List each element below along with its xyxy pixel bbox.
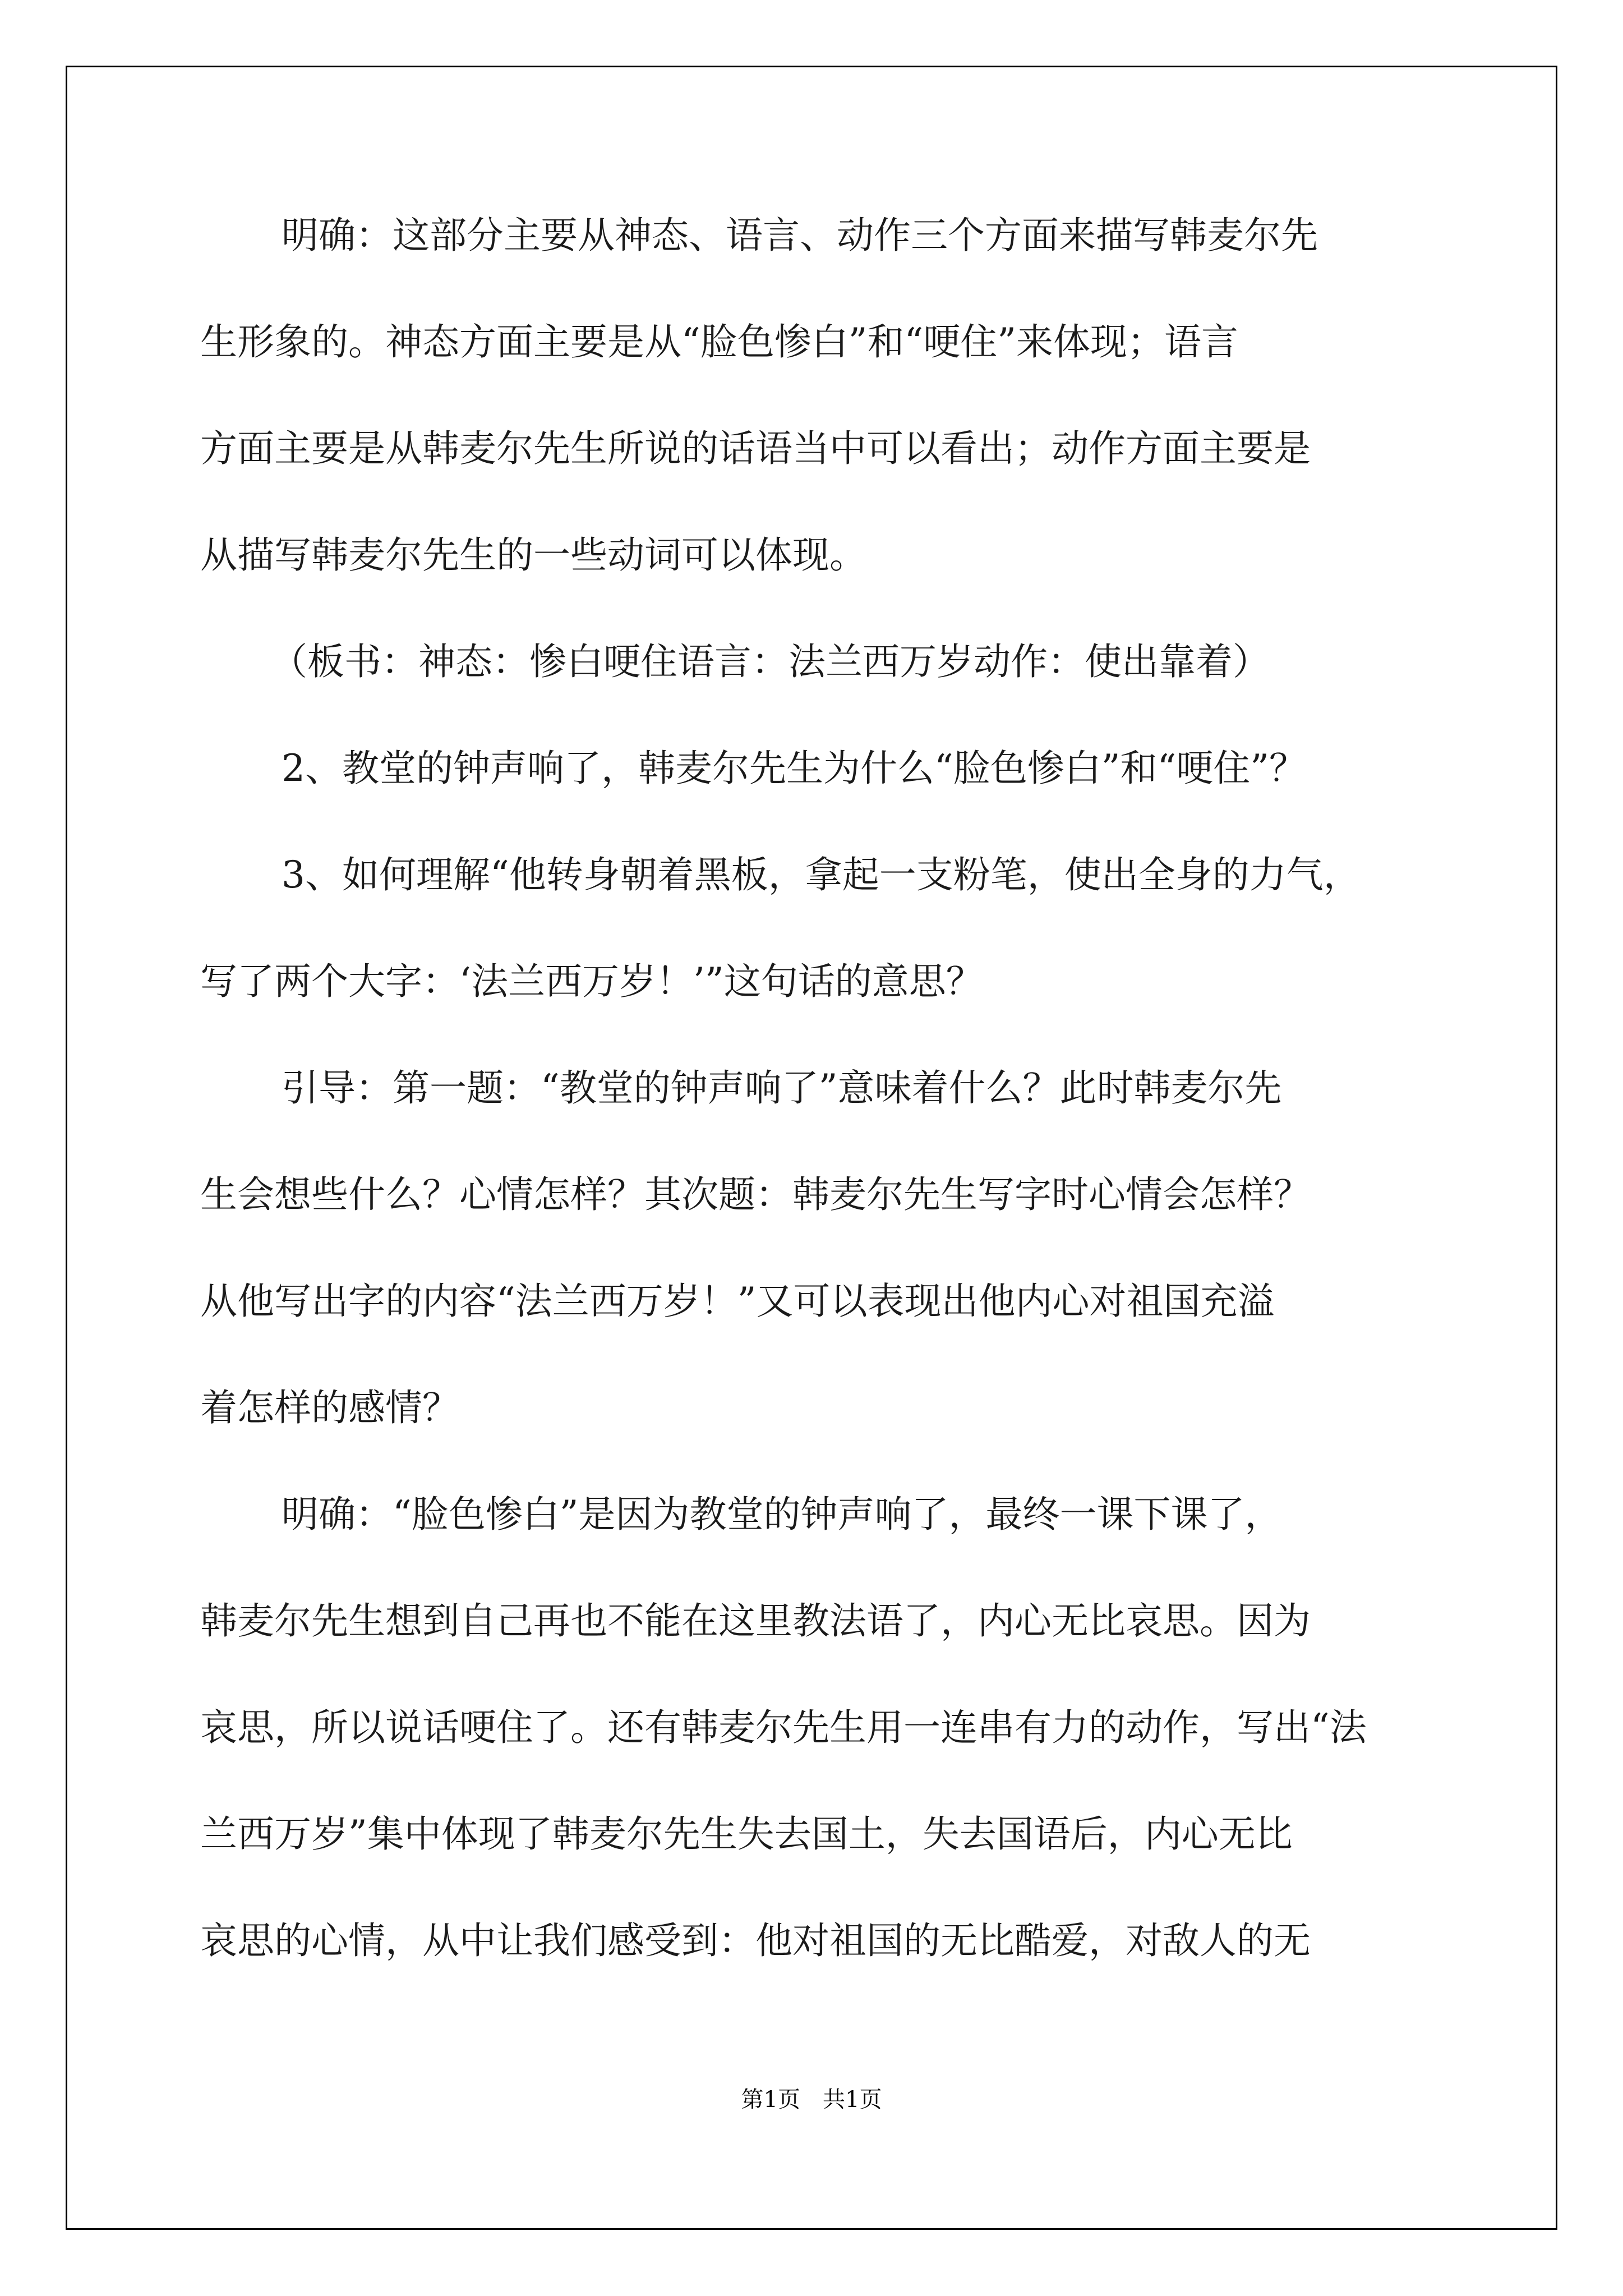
text-line: 3、如何理解“他转身朝着黑板，拿起一支粉笔，使出全身的力气， [282, 853, 1361, 896]
text-line: 着怎样的感情？ [200, 1386, 459, 1429]
text-line: 生形象的。神态方面主要是从“脸色惨白”和“哽住”来体现；语言 [200, 320, 1238, 364]
text-line: 韩麦尔先生想到自己再也不能在这里教法语了，内心无比哀思。因为 [200, 1599, 1311, 1642]
page-border [66, 66, 1557, 2230]
text-line: （板书：神态：惨白哽住语言：法兰西万岁动作：使出靠着） [270, 640, 1270, 683]
text-line: 从描写韩麦尔先生的一些动词可以体现。 [200, 533, 866, 577]
page-number: 第1页 共1页 [741, 2087, 882, 2113]
text-line: 写了两个大字：‘法兰西万岁！’”这句话的意思？ [200, 960, 983, 1003]
text-line: 方面主要是从韩麦尔先生所说的话语当中可以看出；动作方面主要是 [200, 427, 1311, 470]
text-line: 引导：第一题：“教堂的钟声响了”意味着什么？此时韩麦尔先 [282, 1066, 1282, 1110]
text-line: 明确：这部分主要从神态、语言、动作三个方面来描写韩麦尔先 [282, 214, 1318, 257]
text-line: 生会想些什么？心情怎样？其次题：韩麦尔先生写字时心情会怎样？ [200, 1173, 1311, 1216]
text-line: 兰西万岁”集中体现了韩麦尔先生失去国土，失去国语后，内心无比 [200, 1812, 1293, 1856]
text-line: 哀思，所以说话哽住了。还有韩麦尔先生用一连串有力的动作，写出“法 [200, 1706, 1367, 1749]
text-line: 哀思的心情，从中让我们感受到：他对祖国的无比酷爱，对敌人的无 [200, 1919, 1311, 1962]
text-line: 2、教堂的钟声响了，韩麦尔先生为什么“脸色惨白”和“哽住”？ [282, 747, 1306, 790]
text-line: 从他写出字的内容“法兰西万岁！”又可以表现出他内心对祖国充溢 [200, 1280, 1275, 1323]
text-line: 明确：“脸色惨白”是因为教堂的钟声响了，最终一课下课了， [282, 1493, 1282, 1536]
